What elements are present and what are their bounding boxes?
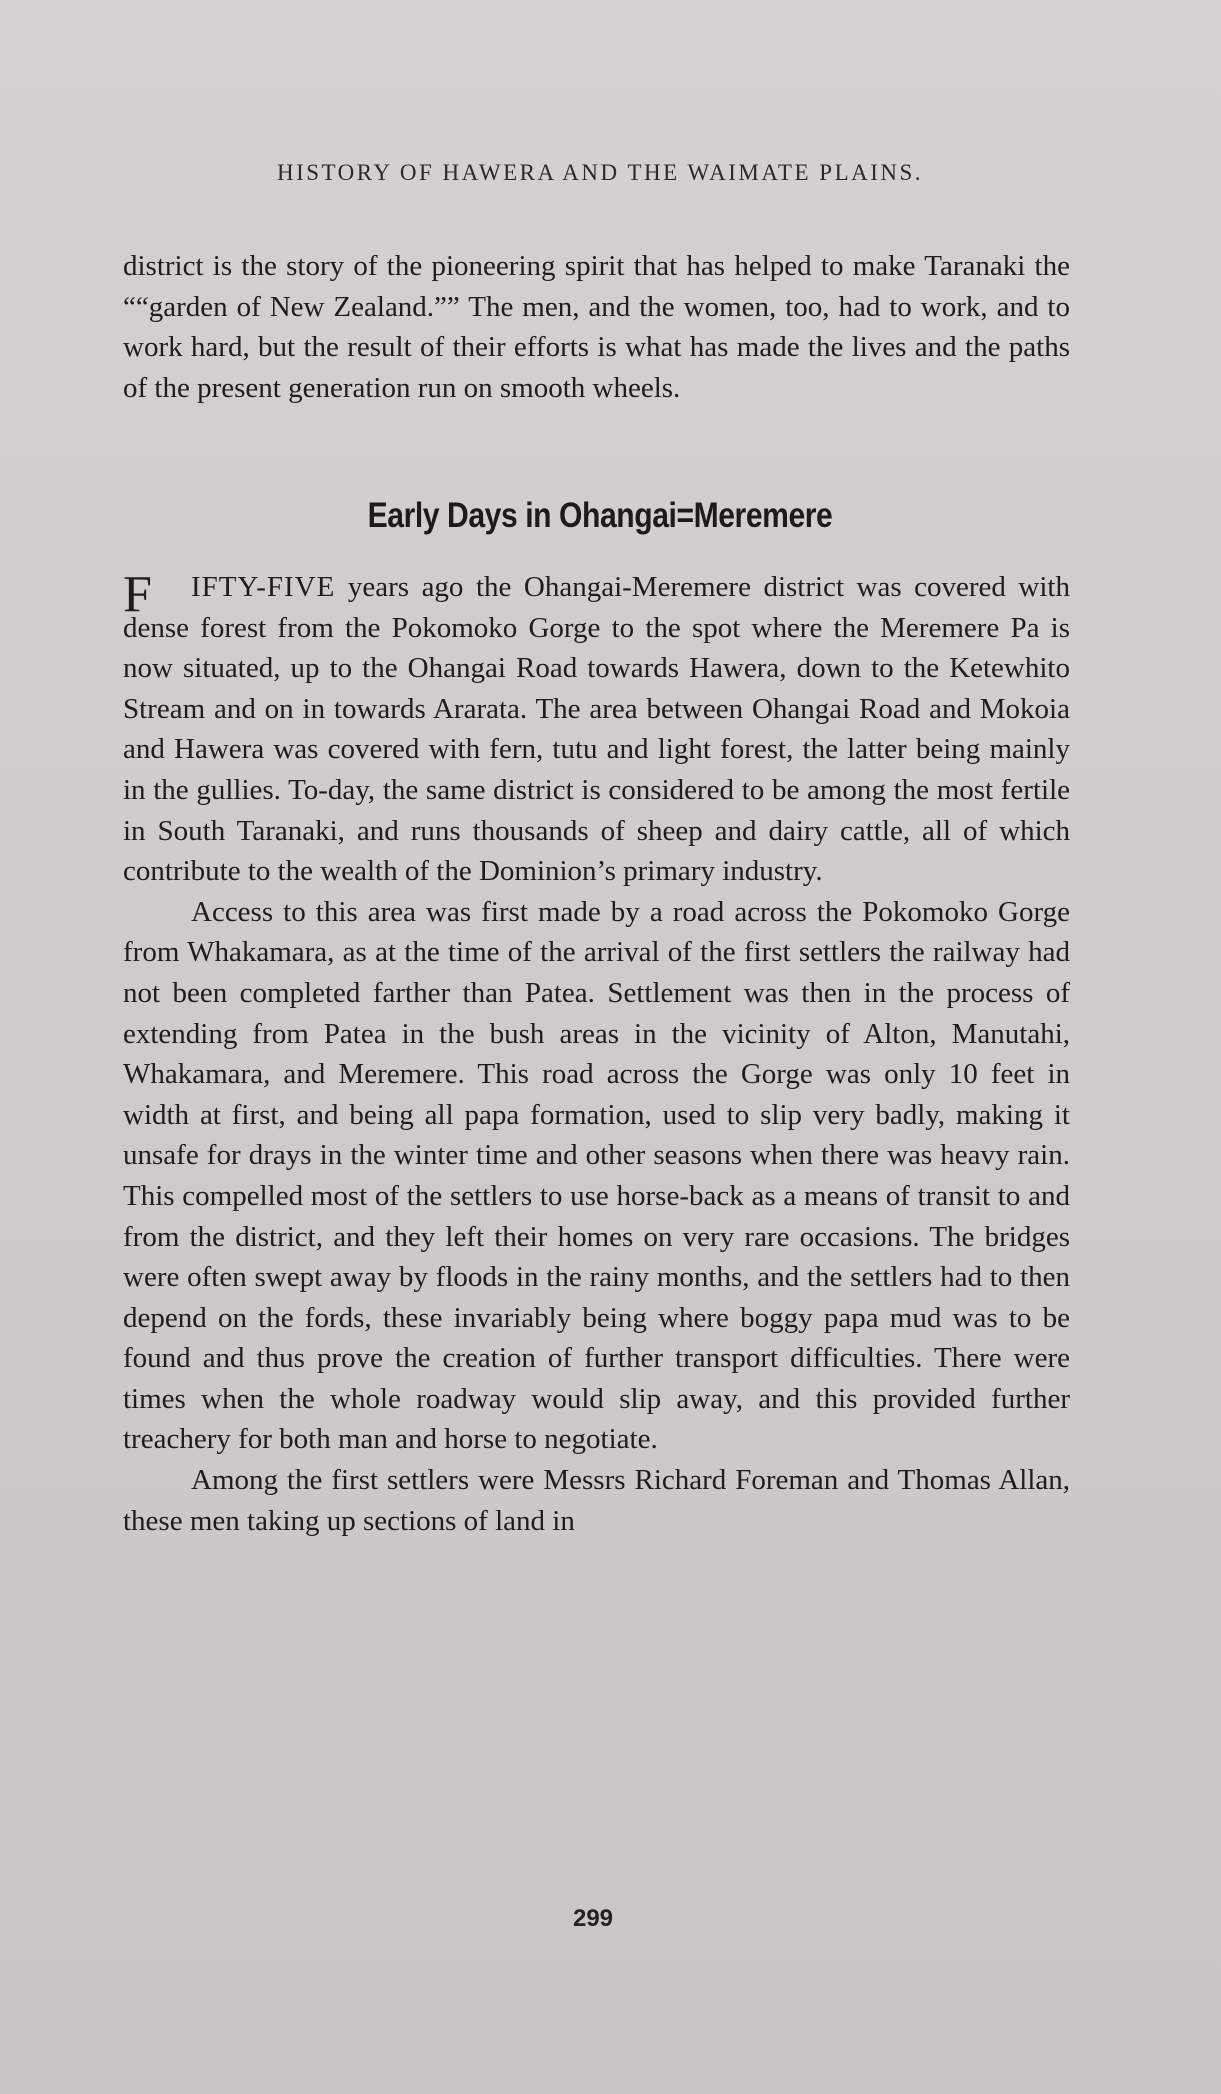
intro-paragraph: district is the story of the pioneering spirit that has helped to make Taranaki the ““garden of New Zealand.”” The men, and the women, too, had to work, and to work hard, but the result of their efforts is what has made the lives and the paths of the present generation run on smooth wheels.: [123, 250, 1070, 404]
paragraph-1-text: years ago the Ohangai-Meremere district was covered with dense forest from the Pokomoko Gorge to the spot where the Meremere Pa is now situated, up to the Ohangai Road towards Hawera, down to the Ketewhito Stream and on in towards Ararata. The area between Ohangai Road and Mokoia and Hawera was covered with fern, tutu and light forest, the latter being mainly in the gullies. To-day, the same district is considered to be among the most fertile in South Taranaki, and runs thousands of sheep and dairy cattle, all of which contribute to the wealth of the Dominion’s primary industry.: [123, 571, 1070, 888]
section-heading: Early Days in Ohangai=Meremere: [367, 496, 833, 535]
page-number: 299: [572, 1905, 614, 1932]
paragraph-2: Access to this area was first made by a road across the Pokomoko Gorge from Whakamara, as at the time of the arrival of the first settlers the railway had not been completed farther than Patea. Settlement was then in the process of extending from Patea in the bush areas in the vicinity of Alton, Manutahi, Whakamara, and Meremere. This road across the Gorge was only 10 feet in width at first, and being all papa formation, used to slip very badly, making it unsafe for drays in the winter time and other seasons when there was heavy rain. This compelled most of the settlers to use horse-back as a means of transit to and from the district, and they left their homes on very rare occasions. The bridges were often swept away by floods in the rainy months, and the settlers had to then depend on the fords, these invariably being where boggy papa mud was to be found and thus prove the creation of further transport difficulties. There were times when the whole roadway would slip away, and this provided further treachery for both man and horse to negotiate.: [123, 895, 1070, 1456]
section-body: [123, 567, 1070, 1541]
first-word-rest: IFTY-FIVE: [191, 571, 336, 603]
intro-text-block: [123, 246, 1070, 408]
drop-cap: F: [123, 566, 152, 623]
paragraph-1: [123, 567, 1070, 892]
running-header: HISTORY OF HAWERA AND THE WAIMATE PLAINS.: [276, 160, 924, 185]
paragraph-3: Among the first settlers were Messrs Richard Foreman and Thomas Allan, these men taking up sections of land in: [123, 1464, 1070, 1537]
